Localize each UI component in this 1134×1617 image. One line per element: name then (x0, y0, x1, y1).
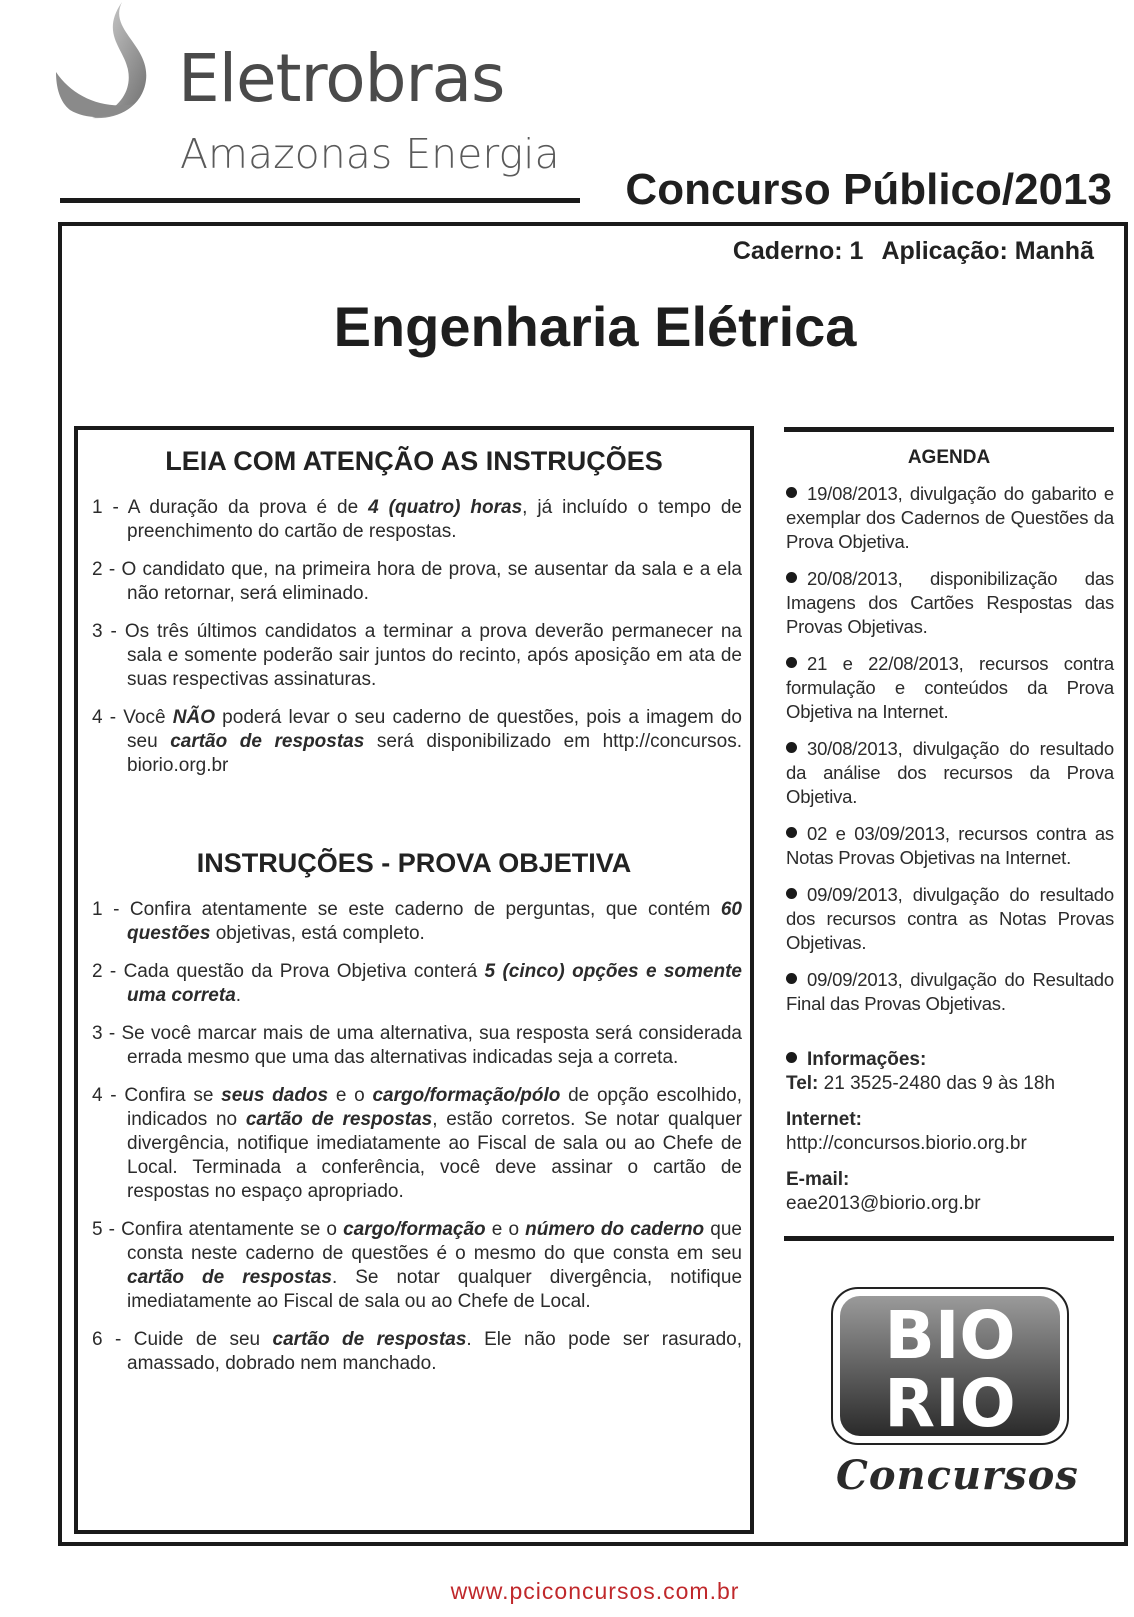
contact-info (786, 1048, 1116, 1216)
instructions-list (92, 496, 742, 792)
list-item: 1 - A duração da prova é de 4 (quatro) horas, já incluído o tempo de preenchimento do cartão de respostas. (92, 497, 742, 542)
list-item: 3 - Se você marcar mais de uma alternativa, sua resposta será considerada errada mesmo que uma das alternativas indicadas seja a correta. (92, 1023, 742, 1068)
email-link[interactable]: eae2013@biorio.org.br (786, 1193, 981, 1214)
list-item: 4 - Confira se seus dados e o cargo/formação/pólo de opção escolhido, indicados no cartão de respostas, estão corretos. Se notar qualquer divergência, notifique imediatamente ao Fiscal de sala ou ao Chefe de Local. Terminada a conferência, você deve assinar o cartão de respostas no espaço apropriado. (92, 1085, 743, 1202)
biorio-concursos-text: Concursos (836, 1452, 1079, 1499)
contest-title: Concurso Público/2013 (625, 165, 1112, 214)
agenda-item: 21 e 22/08/2013, recursos contra formulação e conteúdos da Prova Objetiva na Internet. (786, 653, 1114, 722)
agenda-item: 09/09/2013, divulgação do Resultado Final das Provas Objetivas. (786, 969, 1114, 1014)
list-item: 2 - O candidato que, na primeira hora de prova, se ausentar da sala e a ela não retornar, será eliminado. (92, 559, 742, 604)
info-heading: Informações: (786, 1048, 1116, 1072)
list-item: 2 - Cada questão da Prova Objetiva conterá 5 (cinco) opções e somente uma correta. (92, 961, 742, 1006)
bullet-icon (786, 657, 797, 668)
biorio-logo (830, 1286, 1070, 1446)
objective-heading: INSTRUÇÕES - PROVA OBJETIVA (196, 848, 632, 878)
bullet-icon (786, 973, 797, 984)
tel-line: Tel: 21 3525-2480 das 9 às 18h (786, 1073, 1056, 1094)
agenda-bottom-rule (784, 1236, 1114, 1241)
bullet-icon (786, 572, 797, 583)
brand-name: Eletrobras (178, 40, 505, 117)
list-item: 1 - Confira atentamente se este caderno de perguntas, que contém 60 questões objetivas, está completo. (92, 899, 742, 944)
bullet-icon (786, 888, 797, 899)
footer-url[interactable]: www.pciconcursos.com.br (450, 1578, 740, 1604)
agenda-item: 02 e 03/09/2013, recursos contra as Notas Provas Objetivas na Internet. (786, 823, 1114, 868)
internet-label: Internet: (786, 1109, 862, 1130)
agenda-item: 20/08/2013, disponibilização das Imagens dos Cartões Respostas das Provas Objetivas. (786, 568, 1114, 637)
caderno-number: Caderno: 1 (732, 237, 864, 265)
list-item: 5 - Confira atentamente se o cargo/formação e o número do caderno que consta neste caderno de questões é o mesmo do que consta em seu cartão de respostas. Se notar qualquer divergência, notifique imediatamente ao Fiscal de sala ou ao Chefe de Local. (92, 1219, 743, 1312)
list-item: 4 - Você NÃO poderá levar o seu caderno de questões, pois a imagem do seu cartão de respostas será disponibilizado em http://concursos. biorio.org.br (92, 707, 742, 776)
aplicacao: Aplicação: Manhã (881, 237, 1094, 265)
bullet-icon (786, 1052, 797, 1063)
brand-subtitle: Amazonas Energia (180, 130, 560, 178)
agenda-item: 30/08/2013, divulgação do resultado da análise dos recursos da Prova Objetiva. (786, 738, 1114, 807)
objective-list (92, 898, 742, 1390)
agenda-top-rule (784, 427, 1114, 432)
internet-link[interactable]: http://concursos.biorio.org.br (786, 1133, 1027, 1154)
bullet-icon (786, 742, 797, 753)
list-item: 3 - Os três últimos candidatos a terminar a prova deverão permanecer na sala e somente poderão sair juntos do recinto, após aposição em ata de suas respectivas assinaturas. (92, 621, 742, 690)
agenda-heading: AGENDA (907, 447, 991, 468)
bullet-icon (786, 487, 797, 498)
agenda-list (786, 482, 1114, 1029)
agenda-item: 09/09/2013, divulgação do resultado dos recursos contra as Notas Provas Objetivas. (786, 884, 1114, 953)
agenda-item: 19/08/2013, divulgação do gabarito e exemplar dos Cadernos de Questões da Prova Objetiva. (786, 483, 1114, 552)
instructions-heading: LEIA COM ATENÇÃO AS INSTRUÇÕES (165, 446, 663, 476)
biorio-rio-text: RIO (884, 1365, 1016, 1442)
list-item: 6 - Cuide de seu cartão de respostas. Ele não pode ser rasurado, amassado, dobrado nem manchado. (92, 1329, 743, 1374)
email-label: E-mail: (786, 1169, 850, 1190)
header-divider (60, 198, 580, 203)
eletrobras-logo-icon (50, 0, 170, 130)
biorio-bio-text: BIO (884, 1297, 1016, 1374)
bullet-icon (786, 827, 797, 838)
exam-title: Engenharia Elétrica (333, 295, 857, 358)
caderno-info (733, 237, 1094, 266)
